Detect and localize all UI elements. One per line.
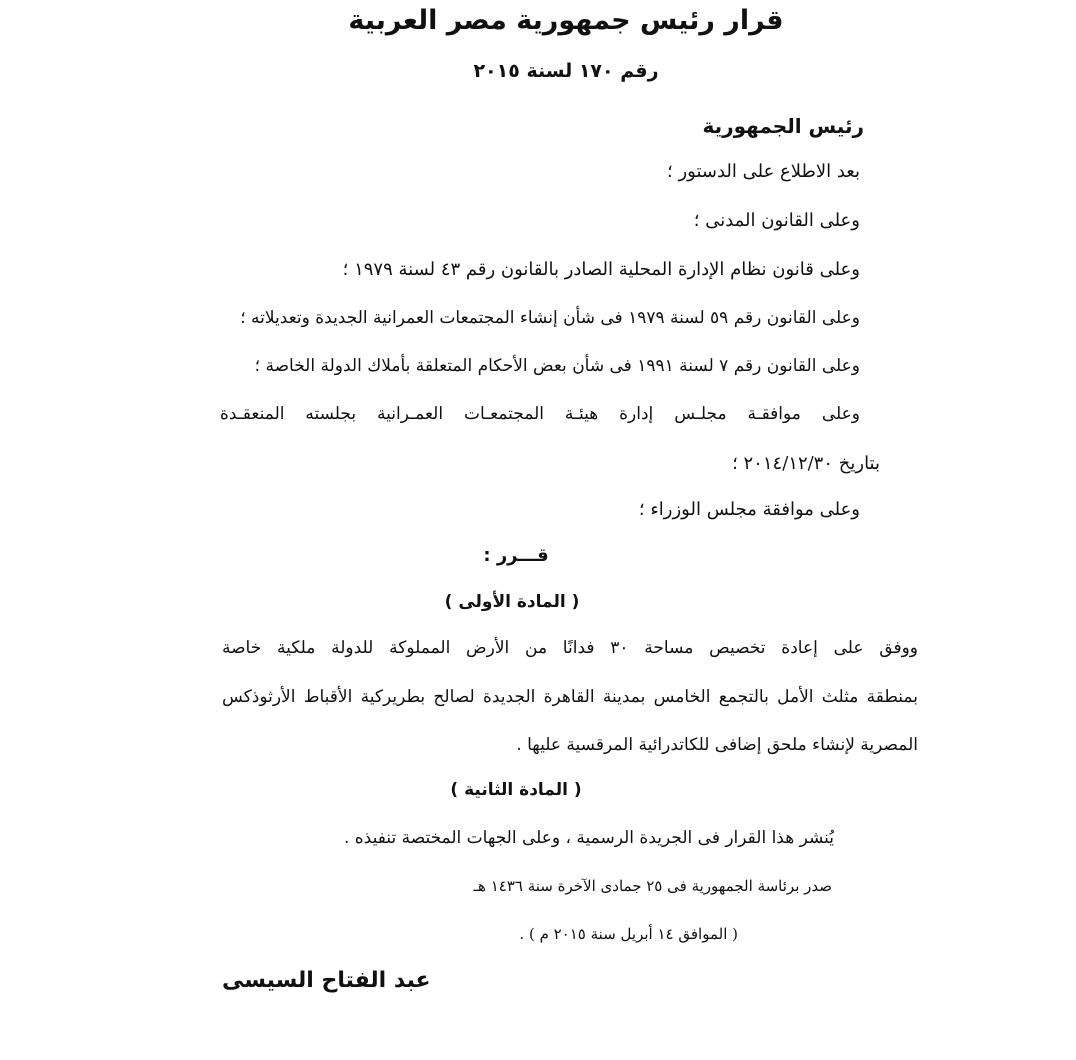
preamble-line: وعلى موافقـة مجلـس إدارة هيئـة المجتمعـات العمـرانية بجلسته المنعقـدة <box>220 404 860 424</box>
article-1-line: بمنطقة مثلث الأمل بالتجمع الخامس بمدينة القاهرة الجديدة لصالح بطريركية الأقباط الأرثوذكس <box>222 687 918 707</box>
issued-hijri-date: صدر برئاسة الجمهورية فى ٢٥ جمادى الآخرة سنة ١٤٣٦ هـ <box>473 877 832 895</box>
decided-heading: قـــرر : <box>483 545 549 566</box>
preamble-line: وعلى القانون رقم ٥٩ لسنة ١٩٧٩ فى شأن إنشاء المجتمعات العمرانية الجديدة وتعديلاته ؛ <box>240 308 860 328</box>
article-2-line: يُنشر هذا القرار فى الجريدة الرسمية ، وعلى الجهات المختصة تنفيذه . <box>343 828 834 848</box>
issued-gregorian-date: ( الموافق ١٤ أبريل سنة ٢٠١٥ م ) . <box>519 925 738 943</box>
article-1-heading: ( المادة الأولى ) <box>444 592 580 612</box>
preamble-line: بتاريخ ٢٠١٤/١٢/٣٠ ؛ <box>732 453 880 474</box>
decree-number: رقم ١٧٠ لسنة ٢٠١٥ <box>473 60 659 82</box>
article-1-line: ووفق على إعادة تخصيص مساحة ٣٠ فدانًا من الأرض المملوكة للدولة ملكية خاصة <box>222 638 918 658</box>
document-title: قرار رئيس جمهورية مصر العربية <box>348 5 784 36</box>
signature-name: عبد الفتاح السيسى <box>222 968 431 993</box>
preamble-line: بعد الاطلاع على الدستور ؛ <box>667 161 860 182</box>
article-1-line: المصرية لإنشاء ملحق إضافى للكاتدرائية المرقسية عليها . <box>516 735 918 755</box>
article-2-heading: ( المادة الثانية ) <box>450 780 582 800</box>
preamble-line: وعلى القانون رقم ٧ لسنة ١٩٩١ فى شأن بعض الأحكام المتعلقة بأملاك الدولة الخاصة ؛ <box>254 356 860 376</box>
preamble-line: وعلى القانون المدنى ؛ <box>693 210 860 231</box>
issuer-heading: رئيس الجمهورية <box>702 114 864 138</box>
preamble-line: وعلى قانون نظام الإدارة المحلية الصادر بالقانون رقم ٤٣ لسنة ١٩٧٩ ؛ <box>342 259 860 280</box>
preamble-line: وعلى موافقة مجلس الوزراء ؛ <box>638 499 860 520</box>
